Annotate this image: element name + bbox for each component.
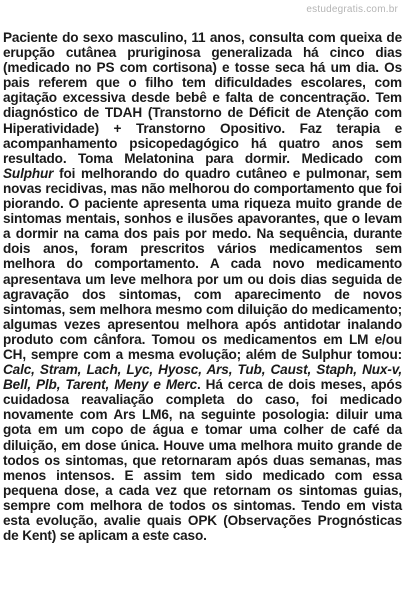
remedy-sulphur: Sulphur xyxy=(3,165,54,181)
remedies-list: Calc, Stram, Lach, Lyc, Hyosc, Ars, Tub, Caust, Staph, Nux-v, Bell, Plb, Tarent, Meny e Merc xyxy=(3,362,402,393)
case-text-part-1: Paciente do sexo masculino, 11 anos, consulta com queixa de erupção cutânea pruriginosa generalizada há cinco dias (medicado no PS com cortisona) e tosse seca há um dia. Os pais referem que o filho tem dificuldades escolares, com agitação excessiva desde bebê e falta de concentração. Tem diagnóstico de TDAH (Transtorno de Déficit de Atenção com Hiperatividade) + Transtorno Opositivo. Faz terapia e acompanhamento psicopedagógico há quatro anos sem resultado. Toma Melatonina para dormir. Medicado com xyxy=(3,30,402,166)
site-watermark: estudegratis.com.br xyxy=(306,4,398,15)
case-text-part-3: . Há cerca de dois meses, após cuidadosa reavaliação completa do caso, foi medicado novamente com Ars LM6, na seguinte posologia: diluir uma gota em um copo de água e tomar uma colher de café da diluição, em dose única. Houve uma melhora muito grande de todos os sintomas, que retornaram após duas semanas, mas menos intensos. E assim tem sido medicado com essa pequena dose, a cada vez que retornam os sintomas guias, sempre com melhora de todos os sintomas. Tendo em vista esta evolução, avalie quais OPK (Observações Prognósticas de Kent) se aplicam a este caso. xyxy=(3,377,402,544)
case-text-part-2: foi melhorando do quadro cutâneo e pulmonar, sem novas recidivas, mas não melhorou do comportamento que foi piorando. O paciente apresenta uma riqueza muito grande de sintomas mentais, sonhos e ilusões apavorantes, que o levam a dormir na cama dos pais por medo. Na sequência, durante dois anos, foram prescritos vários medicamentos sem melhora do comportamento. A cada novo medicamento apresentava um leve melhora por um ou dois dias seguida de agravação dos sintomas, com aparecimento de novos sintomas, sem melhora mesmo com diluição do medicamento; algumas vezes apresentou melhora após antidotar inalando produto com cânfora. Tomou os medicamentos em LM e/ou CH, sempre com a mesma evolução; além de Sulphur tomou: xyxy=(3,165,402,362)
case-description xyxy=(3,30,402,543)
